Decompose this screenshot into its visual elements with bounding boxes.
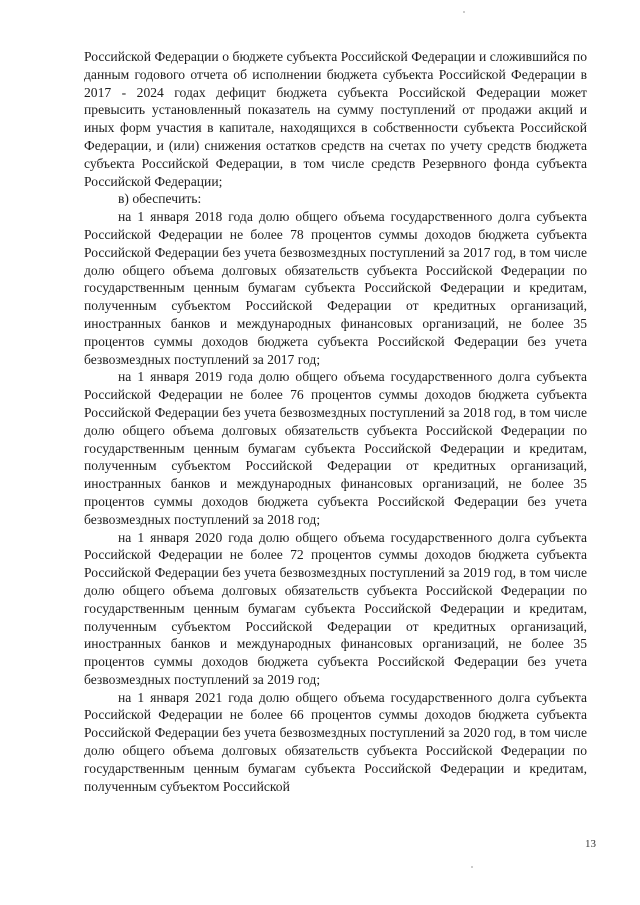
page-number: 13 <box>585 838 596 850</box>
paragraph-provide-heading: в) обеспечить: <box>118 191 202 207</box>
scan-speck <box>463 11 465 13</box>
paragraph-budget-deficit: Российской Федерации о бюджете субъекта Российской Федерации и сложившийся по данным годового отчета об исполнении бюджета субъекта Российской Федерации в 2017 - 2024 годах дефицит бюджета субъекта Российской Федерации может превысить установленный показатель на сумму поступлений от продажи акций и иных форм участия в капитале, находящихся в собственности субъекта Российской Федерации, и (или) снижения остатков средств на счетах по учету средств бюджета субъекта Российской Федерации, в том числе средств Резервного фонда субъекта Российской Федерации; <box>84 49 587 189</box>
paragraph-debt-2021: на 1 января 2021 года долю общего объема государственного долга субъекта Российской Федерации не более 66 процентов суммы доходов бюджета субъекта Российской Федерации без учета безвозмездных поступлений за 2020 год, в том числе долю общего объема долговых обязательств субъекта Российской Федерации по государственным ценным бумагам субъекта Российской Федерации и кредитам, полученным субъектом Российской <box>84 689 587 794</box>
document-page <box>84 48 587 795</box>
paragraph-debt-2020: на 1 января 2020 года долю общего объема государственного долга субъекта Российской Федерации не более 72 процентов суммы доходов бюджета субъекта Российской Федерации без учета безвозмездных поступлений за 2019 год, в том числе долю общего объема долговых обязательств субъекта Российской Федерации по государственным ценным бумагам субъекта Российской Федерации и кредитам, полученным субъектом Российской Федерации от кредитных организаций, иностранных банков и международных финансовых организаций, не более 35 процентов суммы доходов бюджета субъекта Российской Федерации без учета безвозмездных поступлений за 2019 год; <box>84 529 587 687</box>
scan-speck <box>471 866 473 868</box>
paragraph-debt-2018: на 1 января 2018 года долю общего объема государственного долга субъекта Российской Федерации не более 78 процентов суммы доходов бюджета субъекта Российской Федерации без учета безвозмездных поступлений за 2017 год, в том числе долю общего объема долговых обязательств субъекта Российской Федерации по государственным ценным бумагам субъекта Российской Федерации и кредитам, полученным субъектом Российской Федерации от кредитных организаций, иностранных банков и международных финансовых организаций, не более 35 процентов суммы доходов бюджета субъекта Российской Федерации без учета безвозмездных поступлений за 2017 год; <box>84 209 587 367</box>
paragraph-debt-2019: на 1 января 2019 года долю общего объема государственного долга субъекта Российской Федерации не более 76 процентов суммы доходов бюджета субъекта Российской Федерации без учета безвозмездных поступлений за 2018 год, в том числе долю общего объема долговых обязательств субъекта Российской Федерации по государственным ценным бумагам субъекта Российской Федерации и кредитам, полученным субъектом Российской Федерации от кредитных организаций, иностранных банков и международных финансовых организаций, не более 35 процентов суммы доходов бюджета субъекта Российской Федерации без учета безвозмездных поступлений за 2018 год; <box>84 369 587 527</box>
